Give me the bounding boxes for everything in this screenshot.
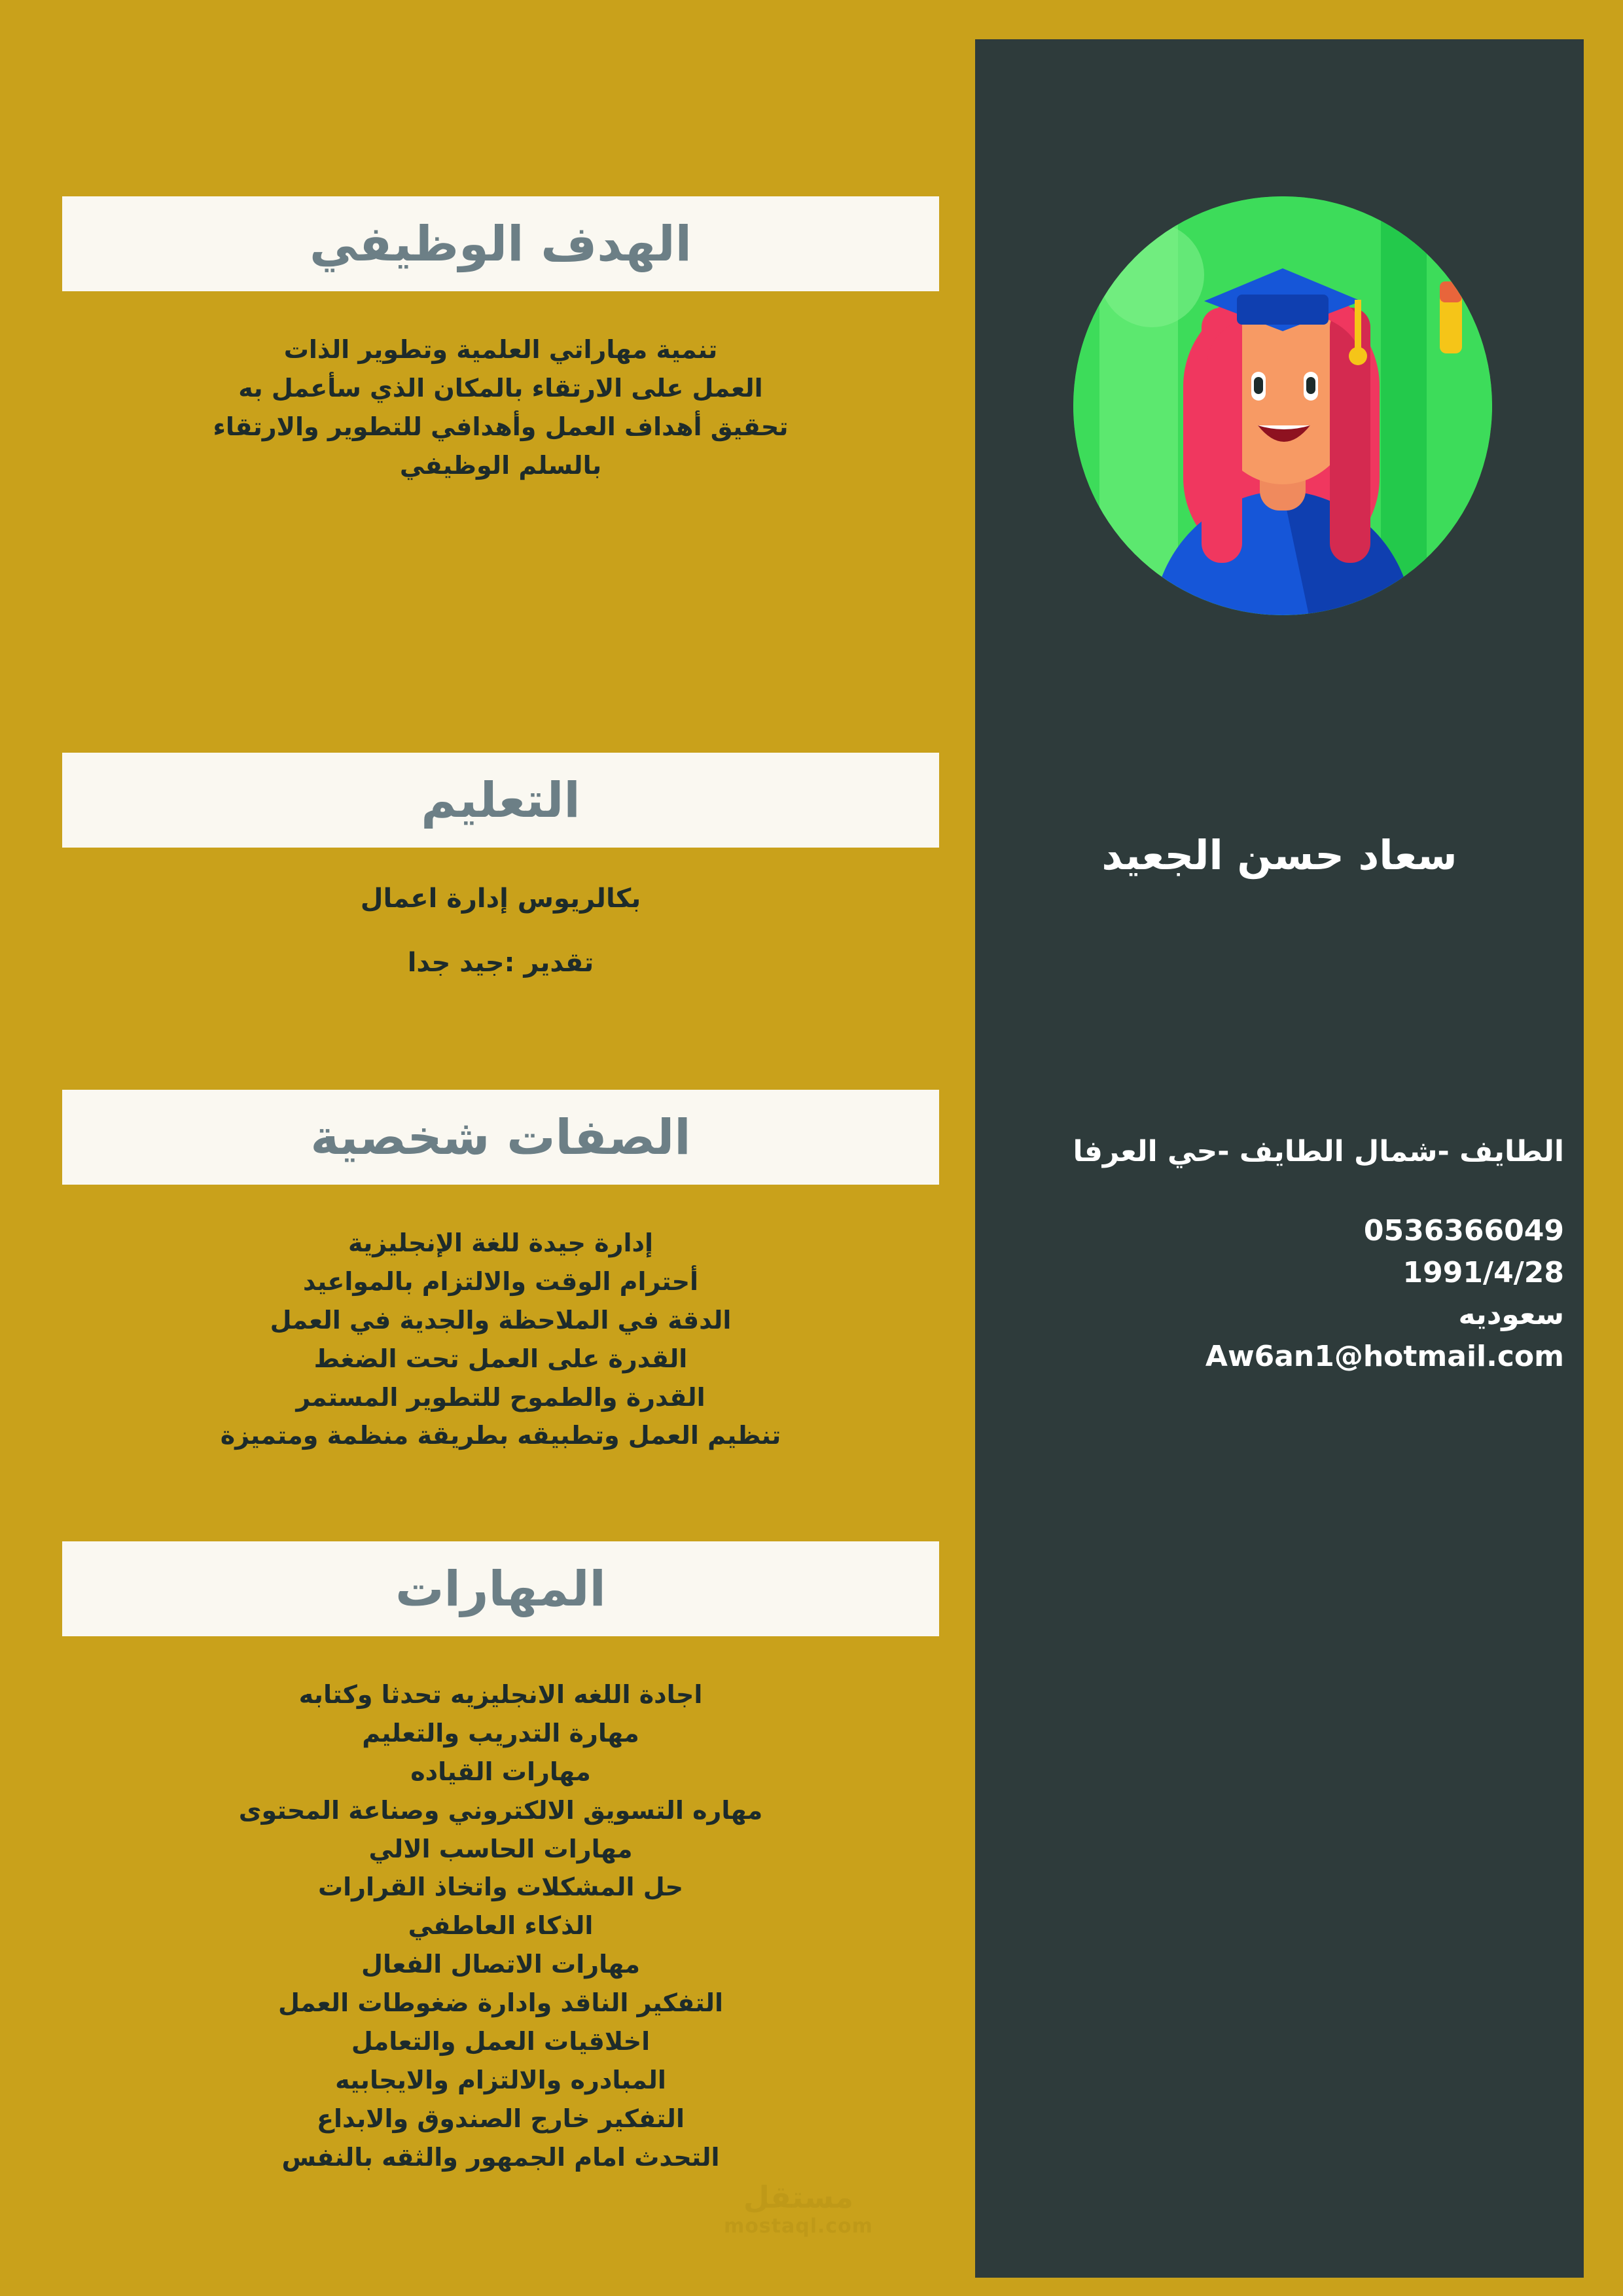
skill-item: اجادة اللغه الانجليزيه تحدثا وكتابه	[298, 1680, 703, 1709]
section-education	[62, 753, 939, 978]
section-traits-body	[62, 1224, 939, 1455]
section-education-body	[62, 884, 939, 978]
objective-line: تحقيق أهداف العمل وأهدافي للتطوير والارتقاء	[213, 412, 789, 441]
section-skills-body	[62, 1676, 939, 2177]
skill-item: الذكاء العاطفي	[408, 1911, 594, 1941]
watermark-text: مستقل	[743, 2179, 854, 2215]
section-traits-title: الصفات شخصية	[310, 1109, 691, 1166]
skill-item: مهاره التسويق الالكتروني وصناعة المحتوى	[238, 1795, 763, 1825]
section-education-header	[62, 753, 939, 848]
skill-item: مهارات الحاسب الالي	[368, 1834, 633, 1863]
trait-item: أحترام الوقت والالتزام بالمواعيد	[302, 1266, 699, 1296]
skill-item: التفكير خارج الصندوق والابداع	[317, 2104, 685, 2133]
section-objective-title: الهدف الوظيفي	[309, 215, 692, 272]
contact-address: الطايف -شمال الطايف -حي العرفا	[1073, 1135, 1564, 1168]
section-objective-body	[62, 331, 939, 485]
trait-item: القدرة والطموح للتطوير المستمر	[296, 1382, 705, 1412]
section-traits	[62, 1090, 939, 1455]
watermark	[668, 2179, 929, 2238]
education-grade: تقدير :جيد جدا	[407, 948, 594, 978]
page-title: سعاد حسن الجعيد	[1101, 831, 1457, 879]
skill-item: التفكير الناقد وادارة ضغوطات العمل	[277, 1988, 724, 2018]
contact-block	[1008, 1132, 1564, 1378]
contact-email[interactable]: Aw6an1@hotmail.com	[1205, 1339, 1564, 1373]
skill-item: التحدث امام الجمهور والثقه بالنفس	[281, 2142, 720, 2172]
skill-item: مهارات الاتصال الفعال	[361, 1950, 641, 1979]
objective-line: العمل على الارتقاء بالمكان الذي سأعمل به	[238, 373, 763, 403]
section-traits-header	[62, 1090, 939, 1185]
contact-nationality: سعوديه	[1458, 1297, 1564, 1331]
skill-item: المبادره والالتزام والايجابيه	[335, 2065, 666, 2094]
objective-line: بالسلم الوظيفي	[399, 450, 602, 480]
skill-item: اخلاقيات العمل والتعامل	[351, 2027, 651, 2056]
trait-item: إدارة جيدة للغة الإنجليزية	[348, 1229, 654, 1257]
skill-item: مهارة التدريب والتعليم	[362, 1718, 639, 1748]
section-skills-header	[62, 1541, 939, 1636]
trait-item: القدرة على العمل تحت الضغط	[313, 1344, 688, 1373]
trait-item: تنظيم العمل وتطبيقه بطريقة منظمة ومتميزة	[220, 1421, 781, 1450]
contact-phone[interactable]: 0536366049	[1363, 1214, 1564, 1248]
section-objective	[62, 196, 939, 485]
watermark-sub: mostaql.com	[723, 2215, 874, 2238]
skill-item: حل المشكلات واتخاذ القرارات	[317, 1873, 684, 1902]
graduate-avatar-icon	[1073, 196, 1492, 615]
education-degree: بكالريوس إدارة اعمال	[360, 884, 641, 914]
section-skills-title: المهارات	[395, 1560, 606, 1617]
section-objective-header	[62, 196, 939, 291]
objective-line: تنمية مهاراتي العلمية وتطوير الذات	[283, 335, 718, 364]
avatar	[1073, 196, 1492, 615]
avatar-circle	[1073, 196, 1492, 615]
section-education-title: التعليم	[421, 772, 580, 829]
skill-item: مهارات القياده	[410, 1757, 591, 1786]
section-skills	[62, 1541, 939, 2177]
contact-birthdate: 1991/4/28	[1402, 1256, 1564, 1290]
trait-item: الدقة في الملاحظة والجدية في العمل	[270, 1305, 732, 1335]
